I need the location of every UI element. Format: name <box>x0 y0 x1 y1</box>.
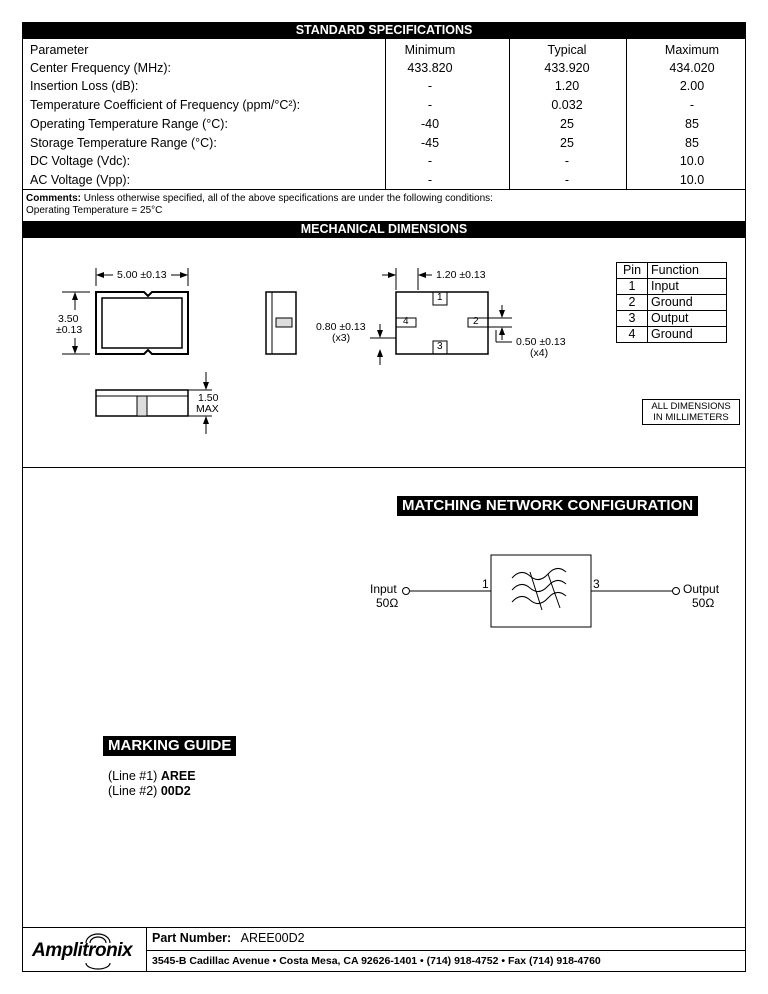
max-cell: 2.00 <box>679 79 705 93</box>
comments-line2: Operating Temperature = 25°C <box>26 205 163 216</box>
specs-title: STANDARD SPECIFICATIONS <box>22 22 746 39</box>
pin-in-label: 1 <box>482 577 489 591</box>
param-cell: Center Frequency (MHz): <box>30 61 172 75</box>
marking-line2 <box>108 784 191 798</box>
output-label: Output <box>683 582 720 596</box>
output-impedance: 50Ω <box>692 596 715 610</box>
min-cell: - <box>427 98 433 112</box>
dim-pad-width: 1.20 ±0.13 <box>436 269 486 281</box>
dim-thickness-b: MAX <box>196 403 219 415</box>
param-cell: Storage Temperature Range (°C): <box>30 136 217 150</box>
header-minimum: Minimum <box>404 43 456 57</box>
function-header: Function <box>648 263 727 279</box>
header-typical: Typical <box>547 43 587 57</box>
table-row <box>617 327 727 343</box>
function-cell: Ground <box>648 327 727 343</box>
all-dims-line2: IN MILLIMETERS <box>653 412 729 423</box>
pin-cell: 2 <box>617 295 648 311</box>
logo-arc-icon <box>83 962 113 970</box>
input-terminal <box>403 588 410 595</box>
max-cell: 85 <box>685 117 699 131</box>
pad-label-4: 4 <box>403 316 409 327</box>
divider <box>22 467 746 468</box>
typ-cell: 25 <box>560 136 574 150</box>
min-cell: -40 <box>420 117 440 131</box>
table-row <box>617 263 727 279</box>
dim-height-b: ±0.13 <box>56 324 83 336</box>
typ-cell: 0.032 <box>551 98 583 112</box>
param-cell: Insertion Loss (dB): <box>30 79 139 93</box>
dim-pad-b-qty: (x4) <box>530 347 549 359</box>
marking-title: MARKING GUIDE <box>103 736 236 756</box>
dim-width: 5.00 ±0.13 <box>117 269 167 281</box>
line2-label: (Line #2) <box>108 784 158 798</box>
function-cell: Ground <box>648 295 727 311</box>
header-maximum: Maximum <box>664 43 720 57</box>
input-impedance: 50Ω <box>376 596 399 610</box>
max-cell: 434.020 <box>669 61 715 75</box>
output-terminal <box>673 588 680 595</box>
filter-wave <box>512 580 566 591</box>
line2-value: 00D2 <box>160 784 191 798</box>
table-row <box>617 279 727 295</box>
line1-label: (Line #1) <box>108 769 158 783</box>
typ-cell: - <box>564 154 570 168</box>
pin-header: Pin <box>617 263 648 279</box>
marking-line1 <box>108 769 196 783</box>
input-label: Input <box>370 582 397 596</box>
dim-pad-b: 0.50 ±0.13 <box>516 336 566 348</box>
pad-label-2: 2 <box>473 316 479 327</box>
part-number: AREE00D2 <box>240 931 305 945</box>
param-cell: DC Voltage (Vdc): <box>30 154 131 168</box>
max-cell: - <box>689 98 695 112</box>
line1-value: AREE <box>160 769 196 783</box>
pad-label-1: 1 <box>437 292 443 303</box>
header-parameter: Parameter <box>30 43 89 57</box>
function-cell: Output <box>648 311 727 327</box>
min-cell: - <box>427 154 433 168</box>
max-cell: 10.0 <box>679 173 705 187</box>
param-cell: Operating Temperature Range (°C): <box>30 117 228 131</box>
package-top-view <box>96 292 188 354</box>
part-number-label: Part Number: <box>152 931 232 945</box>
matching-title: MATCHING NETWORK CONFIGURATION <box>397 496 698 516</box>
filter-wave <box>512 568 566 579</box>
typ-cell: 433.920 <box>544 61 590 75</box>
min-cell: - <box>427 79 433 93</box>
typ-cell: - <box>564 173 570 187</box>
dim-height-a: 3.50 <box>58 313 79 325</box>
dim-thickness-a: 1.50 <box>198 392 219 404</box>
mechanical-title: MECHANICAL DIMENSIONS <box>22 221 746 238</box>
pin-cell: 1 <box>617 279 648 295</box>
max-cell: 10.0 <box>679 154 705 168</box>
pin-cell: 3 <box>617 311 648 327</box>
pad-label-3: 3 <box>437 341 443 352</box>
param-cell: AC Voltage (Vpp): <box>30 173 131 187</box>
logo: Amplitronix <box>32 940 133 961</box>
dim-pad-a: 0.80 ±0.13 <box>316 321 366 333</box>
function-cell: Input <box>648 279 727 295</box>
typ-cell: 25 <box>560 117 574 131</box>
comments-text: Unless otherwise specified, all of the above specifications are under the following conditions: <box>83 193 493 204</box>
pin-out-label: 3 <box>593 577 600 591</box>
max-cell: 85 <box>685 136 699 150</box>
typ-cell: 1.20 <box>554 79 580 93</box>
divider <box>146 950 746 951</box>
comments-label: Comments: <box>26 193 82 204</box>
all-dims-line1: ALL DIMENSIONS <box>651 401 731 412</box>
min-cell: - <box>427 173 433 187</box>
pin-cell: 4 <box>617 327 648 343</box>
table-row <box>617 295 727 311</box>
address: 3545-B Cadillac Avenue • Costa Mesa, CA 92626-1401 • (714) 918-4752 • Fax (714) 918-4760 <box>152 955 601 967</box>
table-row <box>617 311 727 327</box>
part-number-row <box>152 931 305 945</box>
dim-pad-a-qty: (x3) <box>332 332 351 344</box>
pin-table <box>616 262 727 343</box>
min-cell: 433.820 <box>407 61 453 75</box>
divider <box>22 927 746 928</box>
param-cell: Temperature Coefficient of Frequency (ppm/°C²): <box>30 98 301 112</box>
min-cell: -45 <box>420 136 440 150</box>
all-dimensions-note <box>642 399 740 425</box>
